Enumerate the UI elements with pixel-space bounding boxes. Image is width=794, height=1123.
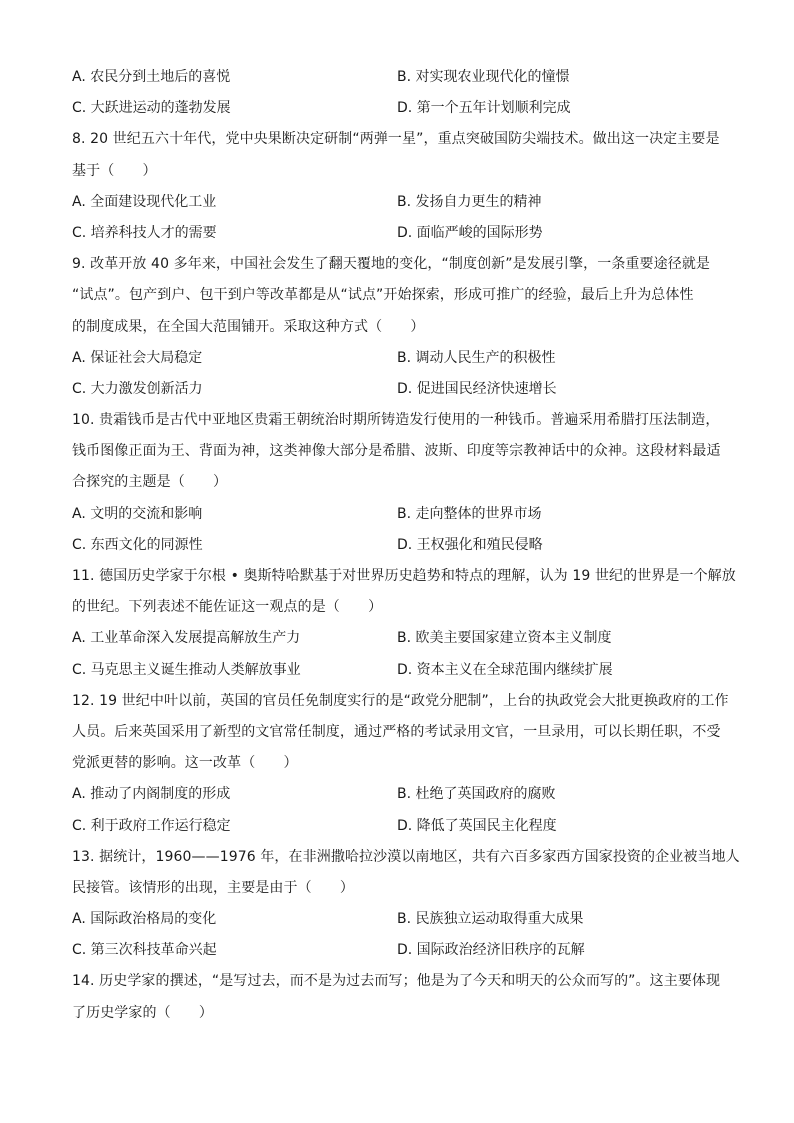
- q8-option-b: B. 发扬自力更生的精神: [397, 193, 542, 210]
- q10-stem-line-3: 合探究的主题是（ ）: [72, 474, 228, 491]
- q10-option-b: B. 走向整体的世界市场: [397, 505, 542, 522]
- q7-option-d: D. 第一个五年计划顺利完成: [397, 100, 571, 117]
- q10-options-row-2: [72, 530, 722, 561]
- q8-options-row-2: [72, 218, 722, 249]
- q9-stem-line-1: 9. 改革开放 40 多年来，中国社会发生了翻天覆地的变化，“制度创新”是发展引擎，一条重要途径就是: [72, 256, 711, 273]
- q9-stem-line-3: 的制度成果，在全国大范围铺开。采取这种方式（ ）: [72, 318, 425, 335]
- q7-options-row-1: [72, 62, 722, 93]
- q9-option-d: D. 促进国民经济快速增长: [397, 380, 557, 397]
- q11-option-c: C. 马克思主义诞生推动人类解放事业: [72, 661, 301, 678]
- q7-option-b: B. 对实现农业现代化的憧憬: [397, 69, 570, 85]
- q12-option-a: A. 推动了内阁制度的形成: [72, 786, 231, 803]
- q11-options-row-2: [72, 655, 722, 686]
- exam-page: [72, 62, 740, 1029]
- q12-option-b: B. 杜绝了英国政府的腐败: [397, 786, 556, 803]
- q10-option-c: C. 东西文化的同源性: [72, 536, 203, 553]
- q14-stem-line-2: 了历史学家的（ ）: [72, 1004, 213, 1021]
- q13-option-b: B. 民族独立运动取得重大成果: [397, 911, 584, 928]
- q8-options-row-1: [72, 187, 722, 218]
- q13-stem-line-2: 民接管。该情形的出现，主要是由于（ ）: [72, 879, 354, 896]
- q12-stem-line-1: 12. 19 世纪中叶以前，英国的官员任免制度实行的是“政党分肥制”，上台的执政党会大批更换政府的工作: [72, 692, 729, 709]
- q11-option-d: D. 资本主义在全球范围内继续扩展: [397, 661, 613, 678]
- q12-option-c: C. 利于政府工作运行稳定: [72, 817, 231, 834]
- q8-stem-line-1: 8. 20 世纪五六十年代，党中央果断决定研制“两弹一星”，重点突破国防尖端技术。做出这一决定主要是: [72, 131, 720, 148]
- q12-options-row-1: [72, 779, 722, 810]
- q14-stem-line-1: 14. 历史学家的撰述，“是写过去，而不是为过去而写；他是为了今天和明天的公众而写的”。这主要体现: [72, 973, 721, 990]
- q9-options-row-1: [72, 343, 722, 374]
- q13-stem-line-1: 13. 据统计，1960——1976 年，在非洲撒哈拉沙漠以南地区，共有六百多家西方国家投资的企业被当地人: [72, 848, 740, 865]
- q13-option-c: C. 第三次科技革命兴起: [72, 942, 217, 959]
- q9-option-c: C. 大力激发创新活力: [72, 380, 203, 397]
- q7-option-a: A. 农民分到土地后的喜悦: [72, 69, 231, 85]
- q9-stem-line-2: “试点”。包产到户、包干到户等改革都是从“试点”开始探索，形成可推广的经验，最后上升为总体性: [72, 287, 694, 304]
- q7-option-c: C. 大跃进运动的蓬勃发展: [72, 100, 231, 117]
- q13-options-row-1: [72, 904, 722, 935]
- q8-option-c: C. 培养科技人才的需要: [72, 224, 217, 241]
- q11-option-b: B. 欧美主要国家建立资本主义制度: [397, 630, 612, 647]
- q9-option-b: B. 调动人民生产的积极性: [397, 349, 556, 366]
- q8-option-d: D. 面临严峻的国际形势: [397, 224, 543, 241]
- q12-options-row-2: [72, 811, 722, 842]
- q9-options-row-2: [72, 374, 722, 405]
- q13-option-a: A. 国际政治格局的变化: [72, 911, 217, 928]
- q13-option-d: D. 国际政治经济旧秩序的瓦解: [397, 942, 585, 959]
- q10-option-d: D. 王权强化和殖民侵略: [397, 536, 543, 553]
- q10-stem-line-1: 10. 贵霜钱币是古代中亚地区贵霜王朝统治时期所铸造发行使用的一种钱币。普遍采用希腊打压法制造，: [72, 412, 720, 429]
- q11-option-a: A. 工业革命深入发展提高解放生产力: [72, 630, 301, 647]
- q12-option-d: D. 降低了英国民主化程度: [397, 817, 557, 834]
- q12-stem-line-3: 党派更替的影响。这一改革（ ）: [72, 755, 298, 772]
- q10-stem-line-2: 钱币图像正面为王、背面为神，这类神像大部分是希腊、波斯、印度等宗教神话中的众神。这段材料最适: [72, 443, 721, 460]
- q10-options-row-1: [72, 499, 722, 530]
- q10-option-a: A. 文明的交流和影响: [72, 505, 203, 522]
- q11-stem-line-2: 的世纪。下列表述不能佐证这一观点的是（ ）: [72, 599, 383, 616]
- q13-options-row-2: [72, 935, 722, 966]
- q8-option-a: A. 全面建设现代化工业: [72, 193, 217, 210]
- q9-option-a: A. 保证社会大局稳定: [72, 349, 203, 366]
- q11-stem-line-1: 11. 德国历史学家于尔根 • 奥斯特哈默基于对世界历史趋势和特点的理解，认为 19 世纪的世界是一个解放: [72, 568, 736, 584]
- q12-stem-line-2: 人员。后来英国采用了新型的文官常任制度，通过严格的考试录用文官，一旦录用，可以长期任职，不受: [72, 723, 721, 740]
- q8-stem-line-2: 基于（ ）: [72, 162, 157, 179]
- q7-options-row-2: [72, 93, 722, 124]
- q11-options-row-1: [72, 623, 722, 654]
